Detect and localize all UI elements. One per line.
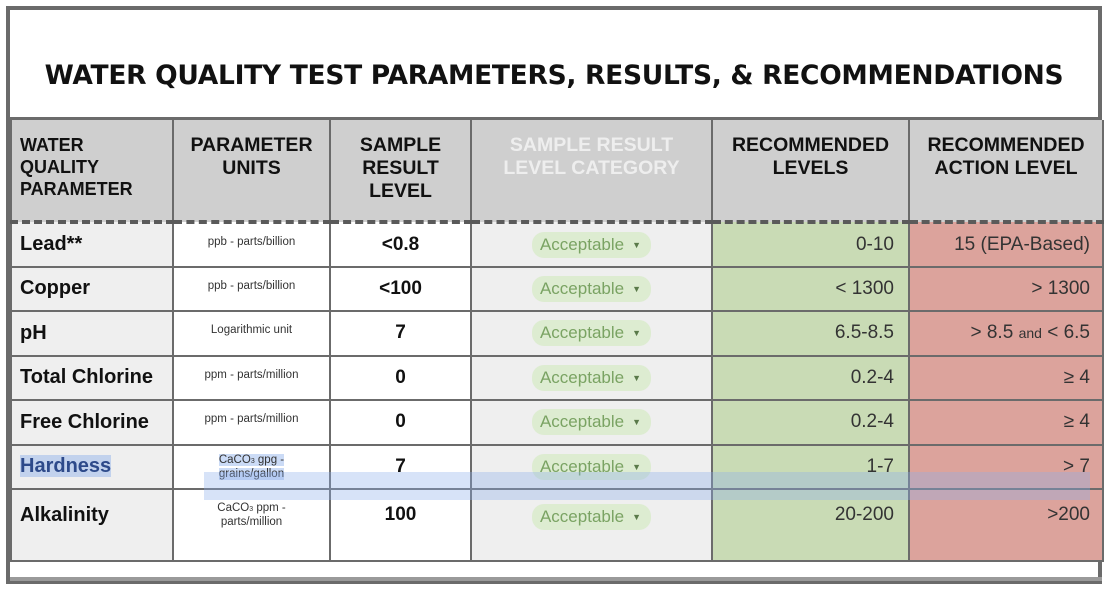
units-cell[interactable]: ppb - parts/billion (173, 222, 330, 267)
units-part: grains/gallon (218, 467, 285, 480)
table-row (11, 267, 1103, 312)
table-row (11, 356, 1103, 401)
action-cell[interactable]: > 7 (909, 445, 1103, 490)
category-cell (471, 311, 712, 356)
sample-cell[interactable]: 0 (330, 400, 471, 445)
action-cell[interactable]: > 1300 (909, 267, 1103, 312)
water-quality-table (10, 120, 1104, 562)
category-dropdown[interactable] (532, 454, 651, 480)
units-subscript: 3 (250, 457, 255, 465)
units-cell[interactable]: ppb - parts/billion (173, 267, 330, 312)
header-row (11, 120, 1103, 222)
units-label (219, 454, 284, 480)
category-cell (471, 222, 712, 267)
category-label: Acceptable (539, 367, 625, 387)
recommended-cell[interactable]: 0.2-4 (712, 356, 909, 401)
parameter-cell[interactable]: Alkalinity (11, 489, 173, 561)
chevron-down-icon: ▼ (632, 372, 642, 383)
parameter-cell[interactable] (11, 445, 173, 490)
category-dropdown[interactable] (532, 320, 651, 346)
category-dropdown[interactable] (532, 232, 651, 258)
recommended-cell[interactable]: 0.2-4 (712, 400, 909, 445)
units-cell[interactable] (173, 445, 330, 490)
chevron-down-icon: ▼ (632, 417, 642, 428)
sample-cell[interactable]: 100 (330, 489, 471, 561)
category-cell (471, 400, 712, 445)
units-part: parts/million (220, 516, 283, 528)
sample-cell[interactable]: <0.8 (330, 222, 471, 267)
category-label: Acceptable (539, 323, 625, 343)
action-and: and (1018, 325, 1042, 342)
sample-cell[interactable]: 0 (330, 356, 471, 401)
category-label: Acceptable (539, 412, 625, 432)
parameter-label: Hardness (20, 455, 112, 478)
page-title: WATER QUALITY TEST PARAMETERS, RESULTS, & RECOMMENDATIONS (44, 59, 1064, 91)
units-cell[interactable] (173, 489, 330, 561)
parameter-cell[interactable]: pH (11, 311, 173, 356)
chevron-down-icon: ▼ (632, 328, 642, 339)
units-subscript: 3 (249, 506, 254, 513)
action-cell[interactable]: ≥ 4 (909, 356, 1103, 401)
action-upper: > 8.5 (970, 322, 1014, 344)
units-part: CaCO (217, 502, 250, 514)
table-row (11, 222, 1103, 267)
table-row (11, 489, 1103, 561)
parameter-cell[interactable]: Free Chlorine (11, 400, 173, 445)
recommended-cell[interactable]: 20-200 (712, 489, 909, 561)
header-action: RECOMMENDED ACTION LEVEL (909, 120, 1103, 222)
units-part: ppm - (253, 502, 286, 514)
table-row (11, 311, 1103, 356)
parameter-cell[interactable]: Total Chlorine (11, 356, 173, 401)
category-label: Acceptable (539, 456, 625, 476)
category-label: Acceptable (539, 507, 625, 526)
category-dropdown[interactable] (532, 409, 651, 435)
category-dropdown[interactable] (532, 365, 651, 391)
units-cell[interactable]: ppm - parts/million (173, 400, 330, 445)
action-cell[interactable] (909, 311, 1103, 356)
table-row-selected (11, 445, 1103, 490)
header-category: SAMPLE RESULT LEVEL CATEGORY (471, 120, 712, 222)
category-dropdown[interactable] (532, 504, 651, 530)
action-cell[interactable]: >200 (909, 489, 1103, 561)
units-cell[interactable]: Logarithmic unit (173, 311, 330, 356)
action-cell[interactable]: ≥ 4 (909, 400, 1103, 445)
category-cell (471, 356, 712, 401)
recommended-cell[interactable]: 0-10 (712, 222, 909, 267)
header-recommended: RECOMMENDED LEVELS (712, 120, 909, 222)
parameter-cell[interactable]: Copper (11, 267, 173, 312)
sample-cell[interactable]: 7 (330, 445, 471, 490)
header-sample: SAMPLE RESULT LEVEL (330, 120, 471, 222)
table-row (11, 400, 1103, 445)
units-part: gpg - (254, 453, 285, 466)
chevron-down-icon: ▼ (632, 512, 642, 522)
sample-cell[interactable]: 7 (330, 311, 471, 356)
category-cell (471, 445, 712, 490)
action-lower: < 6.5 (1047, 322, 1090, 344)
category-cell (471, 489, 712, 561)
chevron-down-icon: ▼ (632, 283, 642, 294)
bottom-border (10, 577, 1102, 581)
category-label: Acceptable (539, 234, 625, 254)
recommended-cell[interactable]: 6.5-8.5 (712, 311, 909, 356)
chevron-down-icon: ▼ (632, 461, 642, 472)
units-part: CaCO (218, 453, 251, 466)
header-parameter: WATER QUALITY PARAMETER (11, 120, 173, 222)
units-cell[interactable]: ppm - parts/million (173, 356, 330, 401)
category-cell (471, 267, 712, 312)
action-cell[interactable]: 15 (EPA-Based) (909, 222, 1103, 267)
parameter-cell[interactable]: Lead** (11, 222, 173, 267)
recommended-cell[interactable]: < 1300 (712, 267, 909, 312)
header-units: PARAMETER UNITS (173, 120, 330, 222)
sample-cell[interactable]: <100 (330, 267, 471, 312)
category-dropdown[interactable] (532, 276, 651, 302)
recommended-cell[interactable]: 1-7 (712, 445, 909, 490)
category-label: Acceptable (539, 278, 625, 298)
chevron-down-icon: ▼ (632, 239, 642, 250)
